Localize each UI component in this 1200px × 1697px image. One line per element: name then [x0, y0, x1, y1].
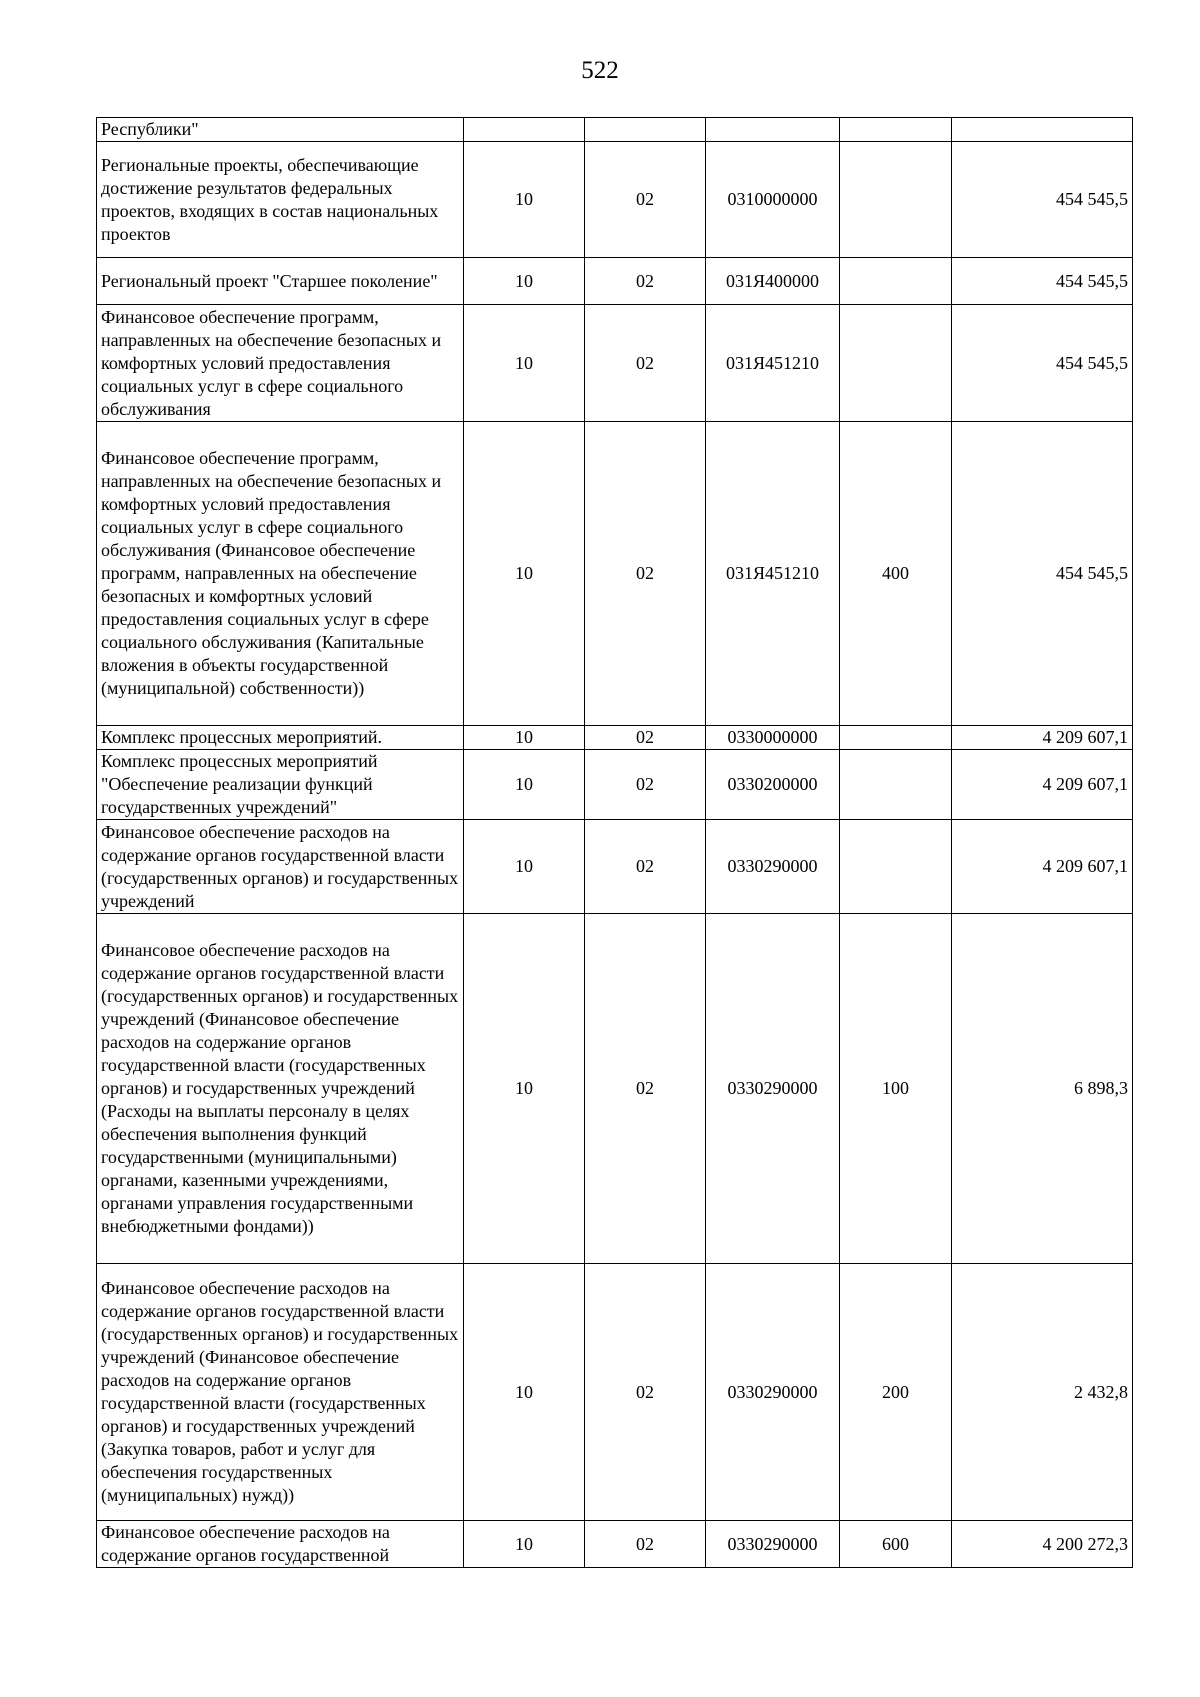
- row-subsection: 02: [585, 750, 706, 820]
- row-target: 0310000000: [706, 142, 840, 258]
- row-subsection: 02: [585, 1264, 706, 1521]
- row-target: 0330290000: [706, 914, 840, 1264]
- row-section: 10: [464, 820, 585, 914]
- row-target: 031Я451210: [706, 422, 840, 726]
- row-amount: 4 200 272,3: [952, 1521, 1133, 1568]
- row-name: Финансовое обеспечение расходов на содержание органов государственной: [97, 1521, 464, 1568]
- row-subsection: 02: [585, 142, 706, 258]
- row-name: Финансовое обеспечение расходов на содержание органов государственной власти (государственных органов) и государственных учреждений (Финансовое обеспечение расходов на содержание органов государственной власти (государственных органов) и государственных учреждений (Расходы на выплаты персоналу в целях обеспечения выполнения функций государственными (муниципальными) органами, казенными учреждениями, органами управления государственными внебюджетными фондами)): [97, 914, 464, 1264]
- row-section: 10: [464, 422, 585, 726]
- row-amount: 4 209 607,1: [952, 750, 1133, 820]
- row-amount: 454 545,5: [952, 258, 1133, 305]
- row-target: 0330290000: [706, 1521, 840, 1568]
- row-expense-type: 400: [840, 422, 952, 726]
- row-name: Региональные проекты, обеспечивающие достижение результатов федеральных проектов, входящих в состав национальных проектов: [97, 142, 464, 258]
- row-section: 10: [464, 258, 585, 305]
- row-amount: 6 898,3: [952, 914, 1133, 1264]
- row-section: 10: [464, 1521, 585, 1568]
- row-section: 10: [464, 726, 585, 750]
- table-row: [97, 1264, 1133, 1521]
- table-row: [97, 118, 1133, 142]
- row-amount: 454 545,5: [952, 422, 1133, 726]
- row-target: 0330000000: [706, 726, 840, 750]
- row-name: Республики": [97, 118, 464, 142]
- row-expense-type: [840, 258, 952, 305]
- row-name: Финансовое обеспечение программ, направленных на обеспечение безопасных и комфортных условий предоставления социальных услуг в сфере социального обслуживания: [97, 305, 464, 422]
- row-amount: 454 545,5: [952, 305, 1133, 422]
- row-section: 10: [464, 142, 585, 258]
- row-subsection: 02: [585, 726, 706, 750]
- row-name: Комплекс процессных мероприятий.: [97, 726, 464, 750]
- table-row: [97, 305, 1133, 422]
- row-amount: 4 209 607,1: [952, 820, 1133, 914]
- row-name: Финансовое обеспечение программ, направленных на обеспечение безопасных и комфортных условий предоставления социальных услуг в сфере социального обслуживания (Финансовое обеспечение программ, направленных на обеспечение безопасных и комфортных условий предоставления социальных услуг в сфере социального обслуживания (Капитальные вложения в объекты государственной (муниципальной) собственности)): [97, 422, 464, 726]
- row-section: [464, 118, 585, 142]
- row-name: Финансовое обеспечение расходов на содержание органов государственной власти (государственных органов) и государственных учреждений: [97, 820, 464, 914]
- table-row: [97, 726, 1133, 750]
- row-expense-type: 100: [840, 914, 952, 1264]
- row-subsection: 02: [585, 305, 706, 422]
- row-amount: 4 209 607,1: [952, 726, 1133, 750]
- row-amount: 2 432,8: [952, 1264, 1133, 1521]
- row-expense-type: [840, 305, 952, 422]
- row-name: Региональный проект "Старшее поколение": [97, 258, 464, 305]
- row-amount: [952, 118, 1133, 142]
- table-row: [97, 422, 1133, 726]
- table-row: [97, 142, 1133, 258]
- row-subsection: 02: [585, 1521, 706, 1568]
- row-section: 10: [464, 1264, 585, 1521]
- row-target: 031Я451210: [706, 305, 840, 422]
- table-row: [97, 914, 1133, 1264]
- budget-table: [96, 117, 1133, 1568]
- row-expense-type: [840, 750, 952, 820]
- page-number: 522: [581, 57, 619, 84]
- row-expense-type: [840, 142, 952, 258]
- row-subsection: [585, 118, 706, 142]
- row-subsection: 02: [585, 422, 706, 726]
- row-target: 0330290000: [706, 1264, 840, 1521]
- table-row: [97, 750, 1133, 820]
- table-row: [97, 1521, 1133, 1568]
- row-subsection: 02: [585, 820, 706, 914]
- row-name: Финансовое обеспечение расходов на содержание органов государственной власти (государственных органов) и государственных учреждений (Финансовое обеспечение расходов на содержание органов государственной власти (государственных органов) и государственных учреждений (Закупка товаров, работ и услуг для обеспечения государственных (муниципальных) нужд)): [97, 1264, 464, 1521]
- row-amount: 454 545,5: [952, 142, 1133, 258]
- row-target: [706, 118, 840, 142]
- row-expense-type: [840, 820, 952, 914]
- row-expense-type: 600: [840, 1521, 952, 1568]
- row-subsection: 02: [585, 258, 706, 305]
- table-row: [97, 820, 1133, 914]
- table-row: [97, 258, 1133, 305]
- row-target: 0330200000: [706, 750, 840, 820]
- row-name: Комплекс процессных мероприятий "Обеспечение реализации функций государственных учреждений": [97, 750, 464, 820]
- row-expense-type: 200: [840, 1264, 952, 1521]
- row-expense-type: [840, 118, 952, 142]
- row-expense-type: [840, 726, 952, 750]
- row-section: 10: [464, 305, 585, 422]
- row-target: 0330290000: [706, 820, 840, 914]
- row-target: 031Я400000: [706, 258, 840, 305]
- row-subsection: 02: [585, 914, 706, 1264]
- row-section: 10: [464, 750, 585, 820]
- row-section: 10: [464, 914, 585, 1264]
